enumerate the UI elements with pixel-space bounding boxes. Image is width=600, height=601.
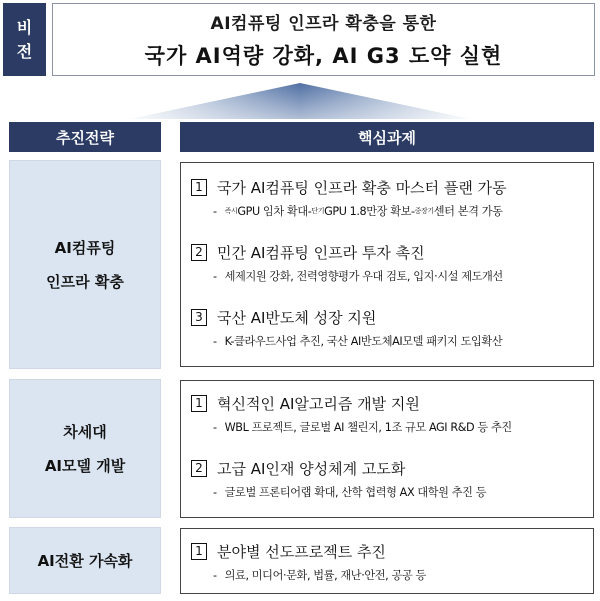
task-item [191, 455, 593, 503]
task-group-ai-computing [180, 162, 594, 367]
strategy-next-gen-ai-model [9, 379, 161, 518]
bullet-dash: - [213, 568, 217, 582]
strategy-ai-computing [9, 160, 161, 369]
task-title: 분야별 선도프로젝트 추진 [217, 542, 386, 561]
task-group-ai-transition [180, 528, 594, 594]
task-item [191, 239, 593, 287]
task-detail [191, 564, 593, 586]
task-title: 국가 AI컴퓨팅 인프라 확충 마스터 플랜 가동 [217, 178, 507, 197]
timing-label: 중장기 [414, 207, 434, 215]
detail-text: GPU 1.8만장 확보- [324, 205, 415, 218]
task-item [191, 390, 593, 438]
detail-text: WBL 프로젝트, 글로벌 AI 챌린지, 1조 규모 AGI R&D 등 추진 [224, 421, 512, 434]
bullet-dash: - [213, 485, 217, 499]
vision-line2: 국가 AI역량 강화, AI G3 도약 실현 [144, 44, 503, 68]
task-number: 3 [191, 309, 207, 326]
bullet-dash: - [213, 204, 217, 218]
task-title: 고급 AI인재 양성체계 고도화 [217, 459, 406, 478]
detail-text: 센터 본격 가동 [433, 205, 503, 218]
vision-line1: AI컴퓨팅 인프라 확충을 통한 [210, 14, 437, 34]
task-detail [191, 481, 593, 503]
strategy-header: 추진전략 [9, 122, 161, 152]
strategy-ai-transition [9, 527, 161, 594]
task-title: 민간 AI컴퓨팅 인프라 투자 촉진 [217, 243, 425, 262]
detail-text: 글로벌 프론티어랩 확대, 산학 협력형 AX 대학원 추진 등 [224, 486, 487, 499]
upward-arrow-icon [130, 81, 470, 121]
detail-text: 의료, 미디어·문화, 법률, 재난·안전, 공공 등 [224, 569, 426, 582]
bullet-dash: - [213, 334, 217, 348]
task-detail [191, 200, 593, 222]
bullet-dash: - [213, 420, 217, 434]
task-number: 2 [191, 460, 207, 477]
detail-text: K-클라우드사업 추진, 국산 AI반도체AI모델 패키지 도입확산 [224, 335, 503, 348]
task-number: 1 [191, 543, 207, 560]
bullet-dash: - [213, 269, 217, 283]
vision-tag [3, 3, 46, 76]
detail-text: 세제지원 강화, 전력영향평가 우대 검토, 입지·시설 제도개선 [224, 270, 503, 283]
timing-label: 즉시 [224, 207, 238, 215]
task-title: 국산 AI반도체 성장 지원 [217, 308, 377, 327]
task-item [191, 538, 593, 586]
task-item [191, 304, 593, 352]
task-number: 2 [191, 244, 207, 261]
task-item [191, 174, 593, 222]
task-number: 1 [191, 395, 207, 412]
task-detail [191, 330, 593, 352]
strategy-label-line: 차세대 [63, 422, 107, 441]
task-title: 혁신적인 AI알고리즘 개발 지원 [217, 394, 420, 413]
vision-tag-char-2: 전 [16, 41, 33, 61]
task-detail [191, 416, 593, 438]
timing-label: 단기 [311, 207, 325, 215]
task-detail [191, 265, 593, 287]
strategy-label-line: 인프라 확충 [46, 272, 124, 291]
task-number: 1 [191, 179, 207, 196]
detail-text: GPU 임차 확대- [237, 205, 312, 218]
strategy-label-line: AI컴퓨팅 [54, 238, 116, 257]
vision-tag-char-1: 비 [16, 17, 33, 37]
strategy-label-line: AI전환 가속화 [37, 551, 133, 570]
tasks-header: 핵심과제 [180, 122, 594, 152]
strategy-label-line: AI모델 개발 [44, 456, 126, 475]
task-group-next-gen-ai-model [180, 380, 594, 518]
vision-box [52, 3, 595, 76]
